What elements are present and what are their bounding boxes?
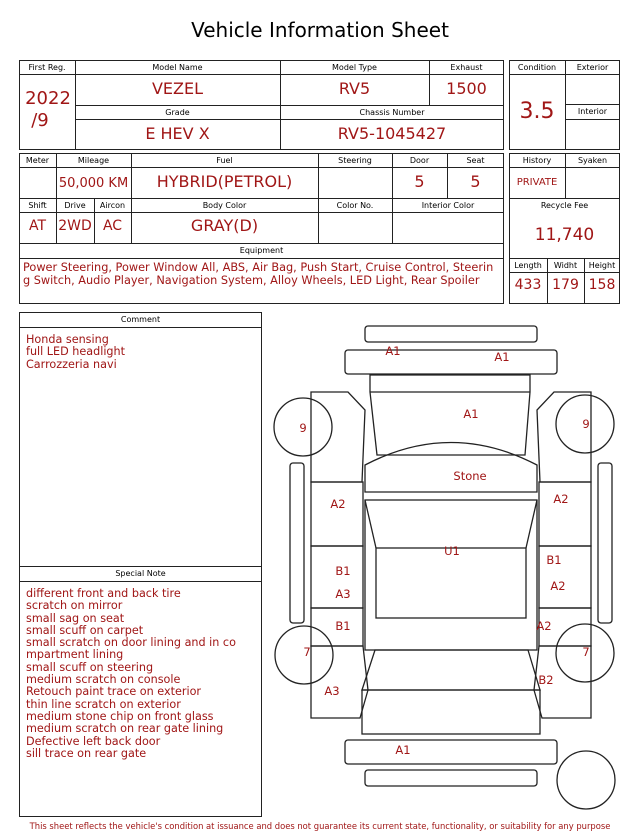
comment-label: Comment: [120, 315, 161, 324]
condition-score: 3.5: [519, 99, 555, 124]
mark-rear-bumper: A1: [395, 743, 411, 757]
mark-front-bumper-right: A1: [494, 350, 510, 364]
recycle-fee-value: 11,740: [534, 225, 595, 245]
shift-label: Shift: [28, 201, 47, 210]
special-note-item: small scuff on carpet: [26, 623, 144, 637]
comment-item: full LED headlight: [26, 345, 125, 359]
width-label: Widht: [553, 261, 578, 270]
aircon-value: AC: [102, 218, 123, 234]
grade-label: Grade: [165, 108, 190, 117]
mark-door-front-left-2: A3: [335, 587, 351, 601]
syaken-label: Syaken: [577, 156, 608, 165]
mark-tire-front-left: 9: [299, 421, 307, 435]
mileage-label: Mileage: [77, 156, 110, 165]
car-damage-diagram: [262, 318, 640, 818]
equipment-line-1: Power Steering, Power Window All, ABS, Air Bag, Push Start, Cruise Control, Steerin: [23, 261, 494, 274]
seat-value: 5: [470, 172, 481, 191]
fuel-value: HYBRID(PETROL): [156, 172, 293, 191]
special-note-item: different front and back tire: [26, 587, 181, 600]
interior-label: Interior: [577, 107, 608, 116]
mark-tire-rear-left: 7: [303, 645, 311, 659]
equipment-label: Equipment: [239, 246, 284, 255]
mark-tire-front-right: 9: [582, 417, 590, 431]
width-value: 179: [552, 277, 579, 293]
steering-label: Steering: [338, 156, 372, 165]
color-no-label: Color No.: [336, 201, 374, 210]
special-note-label: Special Note: [115, 569, 166, 578]
page-title: Vehicle Information Sheet: [191, 18, 449, 42]
exhaust-value: 1500: [446, 79, 487, 98]
door-value: 5: [414, 172, 425, 191]
mark-tire-rear-right: 7: [582, 645, 590, 659]
mark-quarter-rear-right: B2: [538, 673, 554, 687]
mark-roof: U1: [444, 544, 460, 558]
first-reg-label: First Reg.: [28, 63, 66, 72]
mark-fender-front-left: A2: [330, 497, 346, 511]
mileage-value: 50,000 KM: [58, 176, 129, 191]
body-color-value: GRAY(D): [190, 216, 259, 235]
mark-door-rear-right: A2: [536, 619, 552, 633]
mark-quarter-rear-left: A3: [324, 684, 340, 698]
first-reg-month: /9: [31, 110, 49, 131]
recycle-fee-label: Recycle Fee: [540, 201, 589, 210]
drive-value: 2WD: [58, 218, 92, 234]
fuel-label: Fuel: [216, 156, 233, 165]
comment-list: [26, 334, 125, 371]
special-note-item: medium scratch on rear gate lining: [26, 722, 224, 736]
height-label: Height: [588, 261, 616, 270]
exhaust-label: Exhaust: [450, 63, 483, 72]
mark-door-front-right-1: B1: [546, 553, 562, 567]
special-note-item: scratch on mirror: [26, 599, 123, 613]
mark-fender-front-right: A2: [553, 492, 569, 506]
footer-disclaimer: This sheet reflects the vehicle's condition at issuance and does not guarantee its current state, functionality, or suitability for any purpose: [29, 821, 611, 831]
seat-label: Seat: [466, 156, 485, 165]
special-note-item: Defective left back door: [26, 734, 161, 748]
grade-value: E HEV X: [145, 124, 210, 143]
mark-door-front-left-1: B1: [335, 564, 351, 578]
shift-value: AT: [28, 218, 47, 234]
model-name-label: Model Name: [152, 63, 203, 72]
equipment-line-2: g Switch, Audio Player, Navigation System, Alloy Wheels, LED Light, Rear Spoiler: [23, 274, 480, 287]
special-note-item: small sag on seat: [26, 611, 125, 625]
special-note-item: small scuff on steering: [26, 660, 154, 674]
drive-label: Drive: [64, 201, 86, 210]
exterior-label: Exterior: [576, 63, 609, 72]
condition-label: Condition: [517, 63, 557, 72]
model-type-label: Model Type: [332, 63, 377, 72]
mark-hood: A1: [463, 407, 479, 421]
body-color-label: Body Color: [202, 201, 247, 210]
special-note-item: thin line scratch on exterior: [26, 697, 181, 711]
model-name-value: VEZEL: [151, 79, 204, 98]
meter-label: Meter: [25, 156, 50, 165]
door-label: Door: [409, 156, 430, 165]
mark-door-front-right-2: A2: [550, 579, 566, 593]
mark-windshield: Stone: [453, 469, 487, 483]
comment-item: Carrozzeria navi: [26, 357, 117, 371]
length-label: Length: [514, 261, 542, 270]
history-value: PRIVATE: [516, 177, 558, 188]
special-note-item: medium stone chip on front glass: [26, 709, 214, 723]
aircon-label: Aircon: [99, 201, 126, 210]
first-reg-year: 2022: [25, 88, 71, 109]
history-label: History: [522, 156, 552, 165]
model-type-value: RV5: [338, 79, 371, 98]
chassis-number-label: Chassis Number: [359, 108, 425, 117]
chassis-number-value: RV5-1045427: [337, 124, 447, 143]
special-note-item: sill trace on rear gate: [26, 746, 147, 760]
special-note-item: mpartment lining: [26, 648, 124, 662]
comment-item: Honda sensing: [26, 333, 109, 346]
special-note-item: small scratch on door lining and in co: [26, 636, 236, 650]
special-note-item: Retouch paint trace on exterior: [26, 685, 202, 699]
length-value: 433: [514, 277, 542, 293]
interior-color-label: Interior Color: [421, 201, 475, 210]
special-note-list: [26, 588, 236, 760]
mark-front-bumper-left: A1: [385, 344, 401, 358]
height-value: 158: [588, 277, 616, 293]
special-note-item: medium scratch on console: [26, 673, 181, 687]
mark-door-rear-left: B1: [335, 619, 351, 633]
